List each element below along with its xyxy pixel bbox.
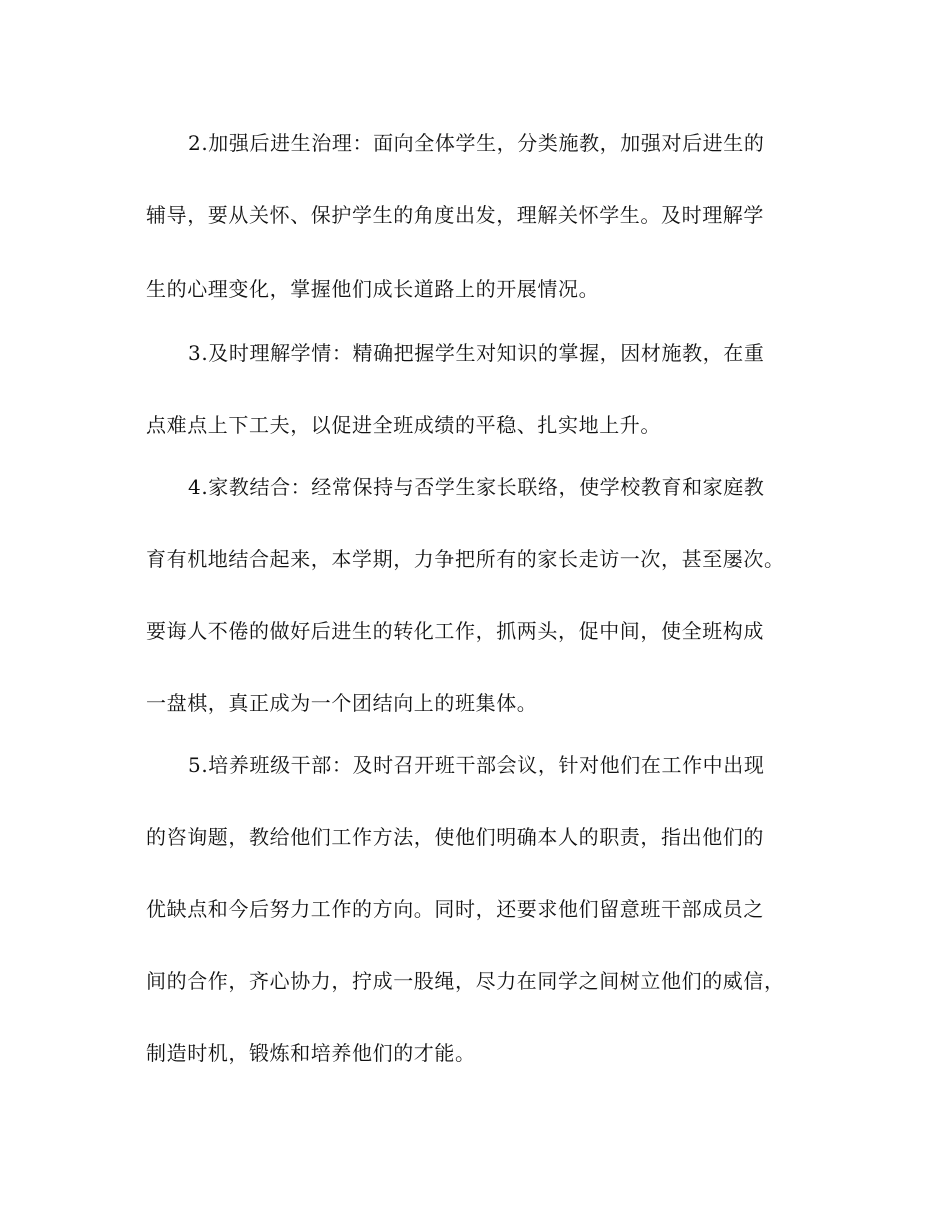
- paragraph-2-line-1: 2.加强后进生治理：面向全体学生，分类施教，加强对后进生的: [188, 131, 765, 155]
- paragraph-3-line-1: 3.及时理解学情：精确把握学生对知识的掌握，因材施教，在重: [188, 341, 765, 365]
- paragraph-3-line-2: 点难点上下工夫，以促进全班成绩的平稳、扎实地上升。: [146, 413, 661, 437]
- paragraph-5-line-1: 5.培养班级干部：及时召开班干部会议，针对他们在工作中出现: [188, 753, 765, 777]
- paragraph-4-line-4: 一盘棋，真正成为一个团结向上的班集体。: [146, 691, 538, 715]
- paragraph-2-line-3: 生的心理变化，掌握他们成长道路上的开展情况。: [146, 277, 600, 301]
- paragraph-4-line-3: 要诲人不倦的做好后进生的转化工作，抓两头，促中间，使全班构成: [146, 619, 764, 643]
- paragraph-5-line-5: 制造时机，锻炼和培养他们的才能。: [146, 1041, 476, 1065]
- paragraph-4-line-1: 4.家教结合：经常保持与否学生家长联络，使学校教育和家庭教: [188, 475, 765, 499]
- paragraph-5-line-4: 间的合作，齐心协力，拧成一股绳，尽力在同学之间树立他们的威信，: [146, 969, 785, 993]
- paragraph-5-line-3: 优缺点和今后努力工作的方向。同时，还要求他们留意班干部成员之: [146, 897, 764, 921]
- paragraph-4-line-2: 育有机地结合起来，本学期，力争把所有的家长走访一次，甚至屡次。: [146, 547, 785, 571]
- paragraph-2-line-2: 辅导，要从关怀、保护学生的角度出发，理解关怀学生。及时理解学: [146, 203, 764, 227]
- paragraph-5-line-2: 的咨询题，教给他们工作方法，使他们明确本人的职责，指出他们的: [146, 825, 764, 849]
